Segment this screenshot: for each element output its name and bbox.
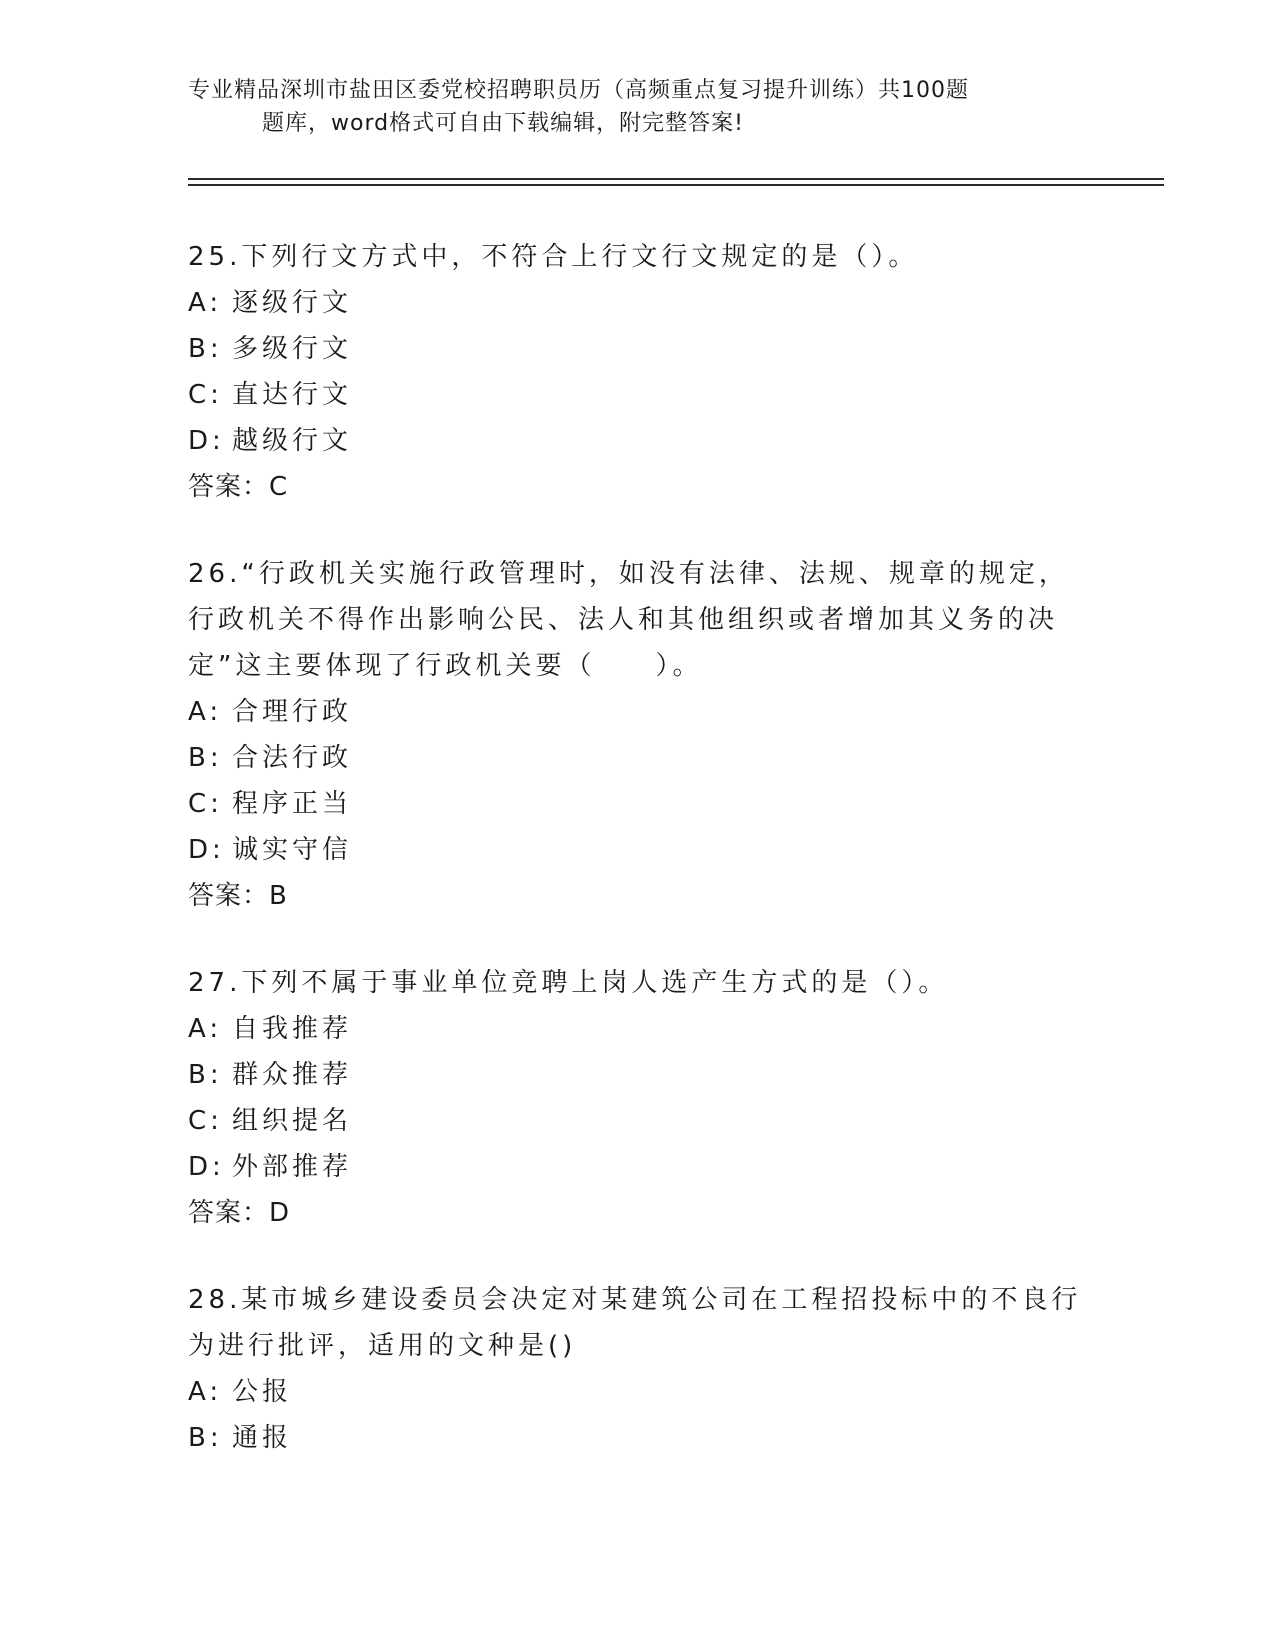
header-divider-top — [188, 178, 1164, 180]
option-text: 多级行文 — [232, 334, 353, 364]
question-stem: 26.“行政机关实施行政管理时，如没有法律、法规、规章的规定，行政机关不得作出影响公民、法人和其他组织或者增加其义务的决定”这主要体现了行政机关要（ ）。 — [188, 559, 1069, 681]
answer-line: 答案：B — [188, 881, 288, 911]
option-text: 越级行文 — [232, 426, 353, 456]
option-key: A: — [188, 697, 223, 727]
question-25 — [188, 234, 1088, 510]
question-stem: 28.某市城乡建设委员会决定对某建筑公司在工程招投标中的不良行为进行批评，适用的文种是() — [188, 1285, 1082, 1361]
question-28 — [188, 1277, 1088, 1461]
question-26 — [188, 551, 1088, 919]
option-a — [188, 1006, 1088, 1052]
option-d — [188, 418, 1088, 464]
option-b — [188, 1415, 1088, 1461]
option-a — [188, 689, 1088, 735]
option-key: B: — [188, 1423, 223, 1453]
option-d — [188, 827, 1088, 873]
option-text: 通报 — [232, 1423, 293, 1453]
option-text: 程序正当 — [232, 789, 353, 819]
option-text: 公报 — [232, 1377, 293, 1407]
option-key: C: — [188, 380, 223, 410]
document-header — [188, 74, 1048, 140]
header-divider-bottom — [188, 184, 1164, 186]
option-key: A: — [188, 1014, 223, 1044]
option-c — [188, 1098, 1088, 1144]
option-key: A: — [188, 1377, 223, 1407]
option-text: 合法行政 — [232, 743, 353, 773]
option-a — [188, 1369, 1088, 1415]
option-key: C: — [188, 1106, 223, 1136]
option-text: 直达行文 — [232, 380, 353, 410]
option-b — [188, 326, 1088, 372]
option-text: 合理行政 — [232, 697, 353, 727]
option-key: C: — [188, 789, 223, 819]
option-d — [188, 1144, 1088, 1190]
option-b — [188, 1052, 1088, 1098]
option-key: D: — [188, 426, 225, 456]
option-c — [188, 372, 1088, 418]
header-title-line-2: 题库，word格式可自由下载编辑，附完整答案! — [262, 111, 744, 136]
option-text: 外部推荐 — [232, 1152, 353, 1182]
option-key: A: — [188, 288, 223, 318]
option-key: D: — [188, 1152, 225, 1182]
option-text: 群众推荐 — [232, 1060, 353, 1090]
option-text: 组织提名 — [232, 1106, 353, 1136]
option-text: 逐级行文 — [232, 288, 353, 318]
question-list — [188, 234, 1088, 1502]
option-key: D: — [188, 835, 225, 865]
option-text: 诚实守信 — [232, 835, 353, 865]
option-key: B: — [188, 1060, 223, 1090]
option-key: B: — [188, 334, 223, 364]
header-title-line-1: 专业精品深圳市盐田区委党校招聘职员历（高频重点复习提升训练）共100题 — [188, 78, 969, 103]
option-b — [188, 735, 1088, 781]
question-27 — [188, 960, 1088, 1236]
answer-line: 答案：C — [188, 472, 289, 502]
question-stem: 27.下列不属于事业单位竞聘上岗人选产生方式的是（）。 — [188, 968, 949, 998]
option-text: 自我推荐 — [232, 1014, 353, 1044]
option-a — [188, 280, 1088, 326]
question-stem: 25.下列行文方式中，不符合上行文行文规定的是（）。 — [188, 242, 919, 272]
answer-line: 答案：D — [188, 1198, 291, 1228]
option-key: B: — [188, 743, 223, 773]
option-c — [188, 781, 1088, 827]
